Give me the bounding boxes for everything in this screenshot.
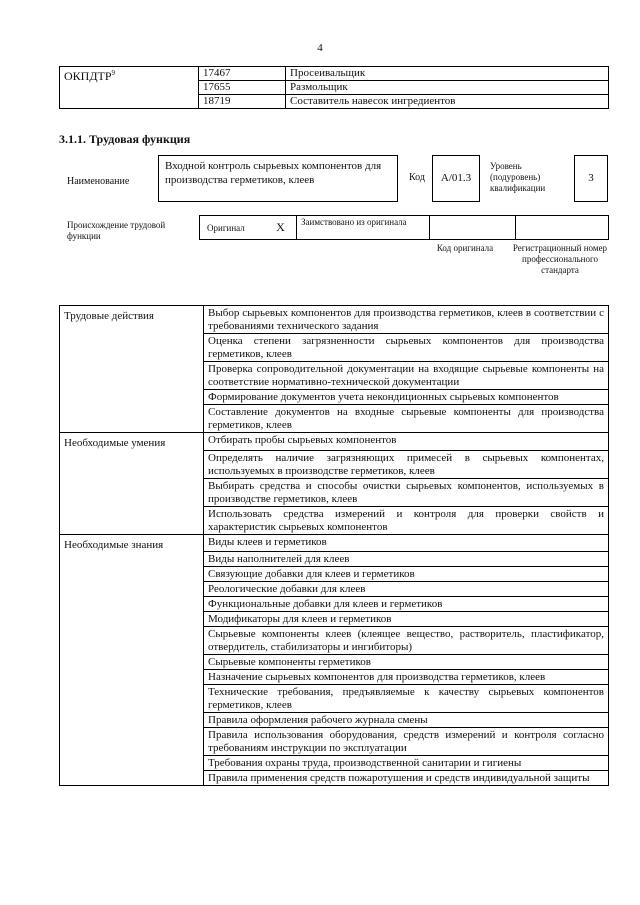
- labor-actions-item: Выбор сырьевых компонентов для производства герметиков, клеев в соответствии с требованиями технического задания: [204, 306, 609, 334]
- labor-actions-row: [60, 362, 609, 390]
- required-knowledge-item: Функциональные добавки для клеев и герметиков: [204, 597, 609, 612]
- original-mark: X: [276, 220, 285, 234]
- required-knowledge-row: [60, 534, 609, 552]
- page-number: 4: [317, 42, 323, 54]
- required-skills-item: Выбирать средства и способы очистки сырьевых компонентов, используемых в производстве герметиков, клеев: [204, 478, 609, 506]
- required-knowledge-row: [60, 655, 609, 670]
- category-cell: [60, 552, 204, 567]
- required-knowledge-row: [60, 728, 609, 756]
- labor-actions-item: Оценка степени загрязненности сырьевых компонентов для производства герметиков, клеев: [204, 334, 609, 362]
- category-cell: [60, 756, 204, 771]
- okpdtr-name: Просеивальщик: [286, 67, 609, 81]
- category-cell: [60, 597, 204, 612]
- required-knowledge-item: Модификаторы для клеев и герметиков: [204, 612, 609, 627]
- divider: [296, 216, 297, 239]
- required-knowledge-row: [60, 582, 609, 597]
- okpdtr-table: [59, 66, 609, 109]
- labor-actions-item: Составление документов на входные сырьевые компоненты для производства герметиков, клеев: [204, 405, 609, 433]
- category-cell: [60, 405, 204, 433]
- required-knowledge-row: [60, 756, 609, 771]
- labor-actions-row: [60, 334, 609, 362]
- labor-function-table: [59, 305, 609, 786]
- original-label: Оригинал: [207, 223, 245, 233]
- category-cell: [60, 612, 204, 627]
- okpdtr-name: Составитель навесок ингредиентов: [286, 95, 609, 109]
- category-cell: [60, 362, 204, 390]
- required-knowledge-row: [60, 670, 609, 685]
- required-knowledge-item: Сырьевые компоненты герметиков: [204, 655, 609, 670]
- okpdtr-name: Размольщик: [286, 81, 609, 95]
- required-knowledge-item: Связующие добавки для клеев и герметиков: [204, 567, 609, 582]
- required-knowledge-row: [60, 612, 609, 627]
- original-cell: [200, 216, 264, 239]
- required-knowledge-item: Реологические добавки для клеев: [204, 582, 609, 597]
- required-knowledge-row: [60, 567, 609, 582]
- function-name-box: Входной контроль сырьевых компонентов для производства герметиков, клеев: [158, 155, 398, 202]
- okpdtr-code: 17655: [199, 81, 286, 95]
- required-skills-row: [60, 433, 609, 451]
- reg-number-caption: Регистрационный номер профессионального стандарта: [512, 243, 608, 275]
- required-knowledge-row: [60, 552, 609, 567]
- level-label: Уровень (подуровень) квалификации: [490, 161, 546, 193]
- required-knowledge-row: [60, 771, 609, 786]
- code-label: Код: [409, 172, 425, 183]
- category-cell: [60, 728, 204, 756]
- code-origin-caption: Код оригинала: [436, 243, 494, 253]
- category-cell: [60, 771, 204, 786]
- section-title: 3.1.1. Трудовая функция: [59, 132, 191, 146]
- divider: [429, 216, 430, 239]
- category-cell: [60, 713, 204, 728]
- category-cell: [60, 334, 204, 362]
- category-cell: [60, 390, 204, 405]
- name-label: Наименование: [67, 176, 130, 187]
- okpdtr-row: [60, 67, 609, 81]
- category-cell: [60, 450, 204, 478]
- required-knowledge-row: [60, 627, 609, 655]
- okpdtr-code: 17467: [199, 67, 286, 81]
- required-knowledge-item: Требования охраны труда, производственной санитарии и гигиены: [204, 756, 609, 771]
- required-skills-item: Использовать средства измерений и контроля для проверки свойств и характеристик сырьевых компонентов: [204, 506, 609, 534]
- required-skills-row: [60, 450, 609, 478]
- required-knowledge-item: Виды наполнителей для клеев: [204, 552, 609, 567]
- required-skills-item: Определять наличие загрязняющих примесей в сырьевых компонентах, используемых в производстве герметиков, клеев: [204, 450, 609, 478]
- required-knowledge-item: Сырьевые компоненты клеев (клеящее вещество, растворитель, пластификатор, отвердитель, стабилизаторы и ингибиторы): [204, 627, 609, 655]
- category-cell: [60, 670, 204, 685]
- category-cell: [60, 567, 204, 582]
- labor-actions-row: [60, 306, 609, 334]
- okpdtr-code: 18719: [199, 95, 286, 109]
- category-cell: [60, 506, 204, 534]
- required-knowledge-item: Назначение сырьевых компонентов для производства герметиков, клеев: [204, 670, 609, 685]
- category-cell: [60, 685, 204, 713]
- category-cell: [60, 655, 204, 670]
- required-knowledge-title: Необходимые знания: [60, 534, 204, 552]
- required-knowledge-row: [60, 713, 609, 728]
- level-value: 3: [574, 155, 608, 202]
- required-knowledge-item: Виды клеев и герметиков: [204, 534, 609, 552]
- code-value: А/01.3: [432, 155, 480, 202]
- labor-actions-row: [60, 390, 609, 405]
- required-knowledge-item: Правила применения средств пожаротушения и средств индивидуальной защиты: [204, 771, 609, 786]
- origin-row: [199, 215, 609, 240]
- labor-actions-item: Проверка сопроводительной документации на входящие сырьевые компоненты на соответствие нормативно-технической документации: [204, 362, 609, 390]
- okpdtr-label: ОКПДТР: [64, 69, 112, 83]
- category-cell: [60, 478, 204, 506]
- labor-actions-item: Формирование документов учета некондиционных сырьевых компонентов: [204, 390, 609, 405]
- okpdtr-label-cell: [60, 67, 199, 109]
- required-knowledge-row: [60, 597, 609, 612]
- required-skills-row: [60, 478, 609, 506]
- required-knowledge-item: Правила использования оборудования, средств измерений и контроля согласно требованиям инструкции по эксплуатации: [204, 728, 609, 756]
- required-knowledge-item: Технические требования, предъявляемые к качеству сырьевых компонентов герметиков, клеев: [204, 685, 609, 713]
- category-cell: [60, 582, 204, 597]
- required-skills-item: Отбирать пробы сырьевых компонентов: [204, 433, 609, 451]
- labor-actions-row: [60, 405, 609, 433]
- required-knowledge-row: [60, 685, 609, 713]
- required-skills-row: [60, 506, 609, 534]
- origin-label: Происхождение трудовой функции: [67, 220, 166, 241]
- borrowed-label: Заимствовано из оригинала: [301, 217, 407, 227]
- okpdtr-footnote: 9: [111, 69, 116, 77]
- required-skills-title: Необходимые умения: [60, 433, 204, 451]
- divider: [515, 216, 516, 239]
- labor-actions-title: Трудовые действия: [60, 306, 204, 334]
- required-knowledge-item: Правила оформления рабочего журнала смены: [204, 713, 609, 728]
- category-cell: [60, 627, 204, 655]
